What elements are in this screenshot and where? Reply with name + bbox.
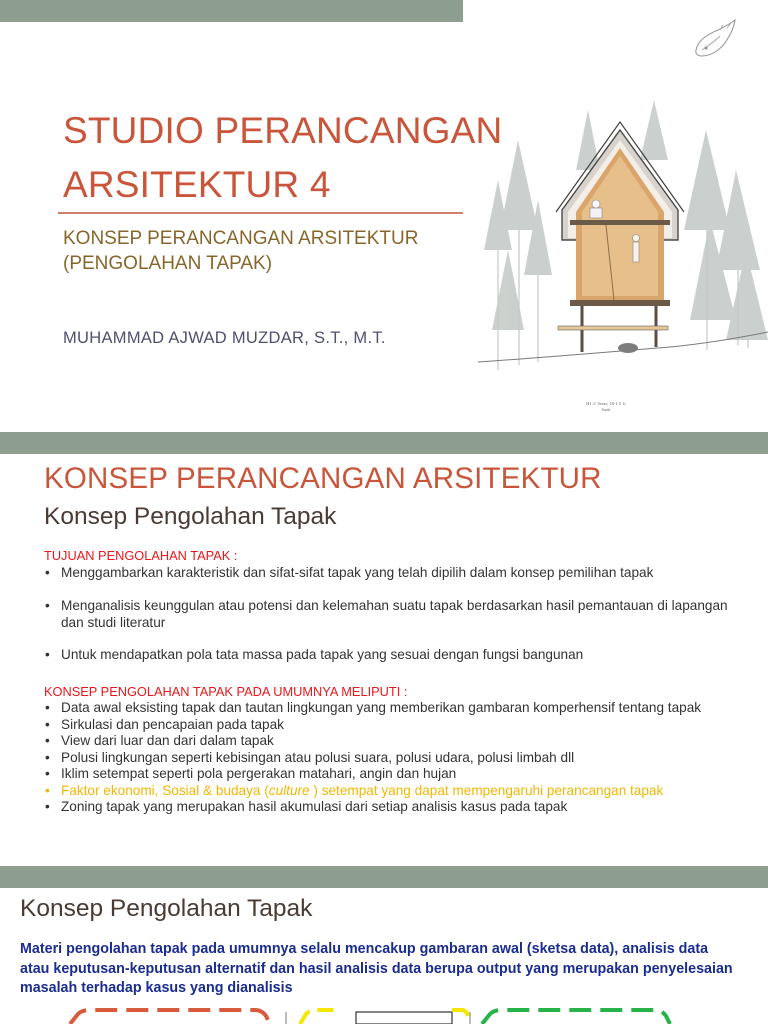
caption-line: H1:1/ Seras, 18-1.5 1r bbox=[586, 401, 626, 406]
title-line: ARSITEKTUR 4 bbox=[63, 164, 331, 206]
list-item: • Untuk mendapatkan pola tata massa pada tapak yang sesuai dengan fungsi bangunan bbox=[44, 647, 754, 664]
list-item: • Zoning tapak yang merupakan hasil akumulasi dari setiap analisis kasus pada tapak bbox=[44, 799, 754, 816]
title-divider bbox=[58, 212, 463, 214]
title-line: STUDIO PERANCANGAN bbox=[63, 110, 503, 151]
highlight-emphasis: culture bbox=[268, 782, 310, 798]
title-slide bbox=[0, 0, 768, 432]
slide-paragraph: Materi pengolahan tapak pada umumnya selalu mencakup gambaran awal (sketsa data), analisis data atau keputusan-keputusan alternatif dan hasil analisis data berupa output yang merupakan penyelesaian masalah terhadap kasus yang dianalisis bbox=[20, 941, 733, 996]
caption-line: Saatt bbox=[601, 407, 611, 413]
list-item: • Data awal eksisting tapak dan tautan lingkungan yang memberikan gambaran komperhensif tentang tapak bbox=[44, 700, 754, 717]
highlight-text: Faktor ekonomi, Sosial & budaya ( bbox=[61, 782, 269, 798]
brand-logo bbox=[690, 16, 740, 62]
list-item: • Sirkulasi dan pencapaian pada tapak bbox=[44, 717, 754, 734]
list-item: • Iklim setempat seperti pola pergerakan matahari, angin dan hujan bbox=[44, 766, 754, 783]
list-item: • Menggambarkan karakteristik dan sifat-sifat tapak yang telah dipilih dalam konsep pemilihan tapak bbox=[44, 565, 754, 582]
list-item: • View dari luar dan dari dalam tapak bbox=[44, 733, 754, 750]
scope-list bbox=[44, 700, 754, 816]
concept-slide bbox=[0, 432, 768, 866]
scope-heading: KONSEP PENGOLAHAN TAPAK PADA UMUMNYA MELIPUTI : bbox=[44, 683, 408, 699]
processing-slide bbox=[0, 866, 768, 1024]
process-diagram-partial bbox=[0, 1006, 768, 1024]
slide-top-bar bbox=[0, 0, 463, 22]
author-name: MUHAMMAD AJWAD MUZDAR, S.T., M.T. bbox=[63, 329, 386, 347]
cabin-section-illustration bbox=[478, 100, 768, 400]
slide-body bbox=[44, 548, 754, 816]
slide-top-bar bbox=[0, 866, 768, 888]
list-item: • Polusi lingkungan seperti kebisingan atau polusi suara, polusi udara, polusi limbah dll bbox=[44, 750, 754, 767]
list-item: • Menganalisis keunggulan atau potensi dan kelemahan suatu tapak berdasarkan hasil pemantauan di lapangan dan studi literatur bbox=[44, 598, 754, 631]
slide-title: KONSEP PERANCANGAN ARSITEKTUR bbox=[44, 462, 602, 495]
list-item-highlight bbox=[44, 783, 754, 800]
presentation-subtitle bbox=[63, 226, 483, 276]
slide-top-bar bbox=[0, 432, 768, 454]
subtitle-line: KONSEP PERANCANGAN ARSITEKTUR bbox=[63, 228, 419, 249]
illustration-caption bbox=[586, 401, 626, 414]
subtitle-line: (PENGOLAHAN TAPAK) bbox=[63, 253, 273, 275]
slide-subtitle: Konsep Pengolahan Tapak bbox=[44, 503, 337, 530]
slide-title: Konsep Pengolahan Tapak bbox=[20, 895, 313, 922]
presentation-title bbox=[63, 104, 543, 213]
goal-list bbox=[44, 565, 754, 664]
goal-heading: TUJUAN PENGOLAHAN TAPAK : bbox=[44, 548, 238, 563]
highlight-text: ) setempat yang dapat mempengaruhi perancangan tapak bbox=[309, 782, 664, 798]
